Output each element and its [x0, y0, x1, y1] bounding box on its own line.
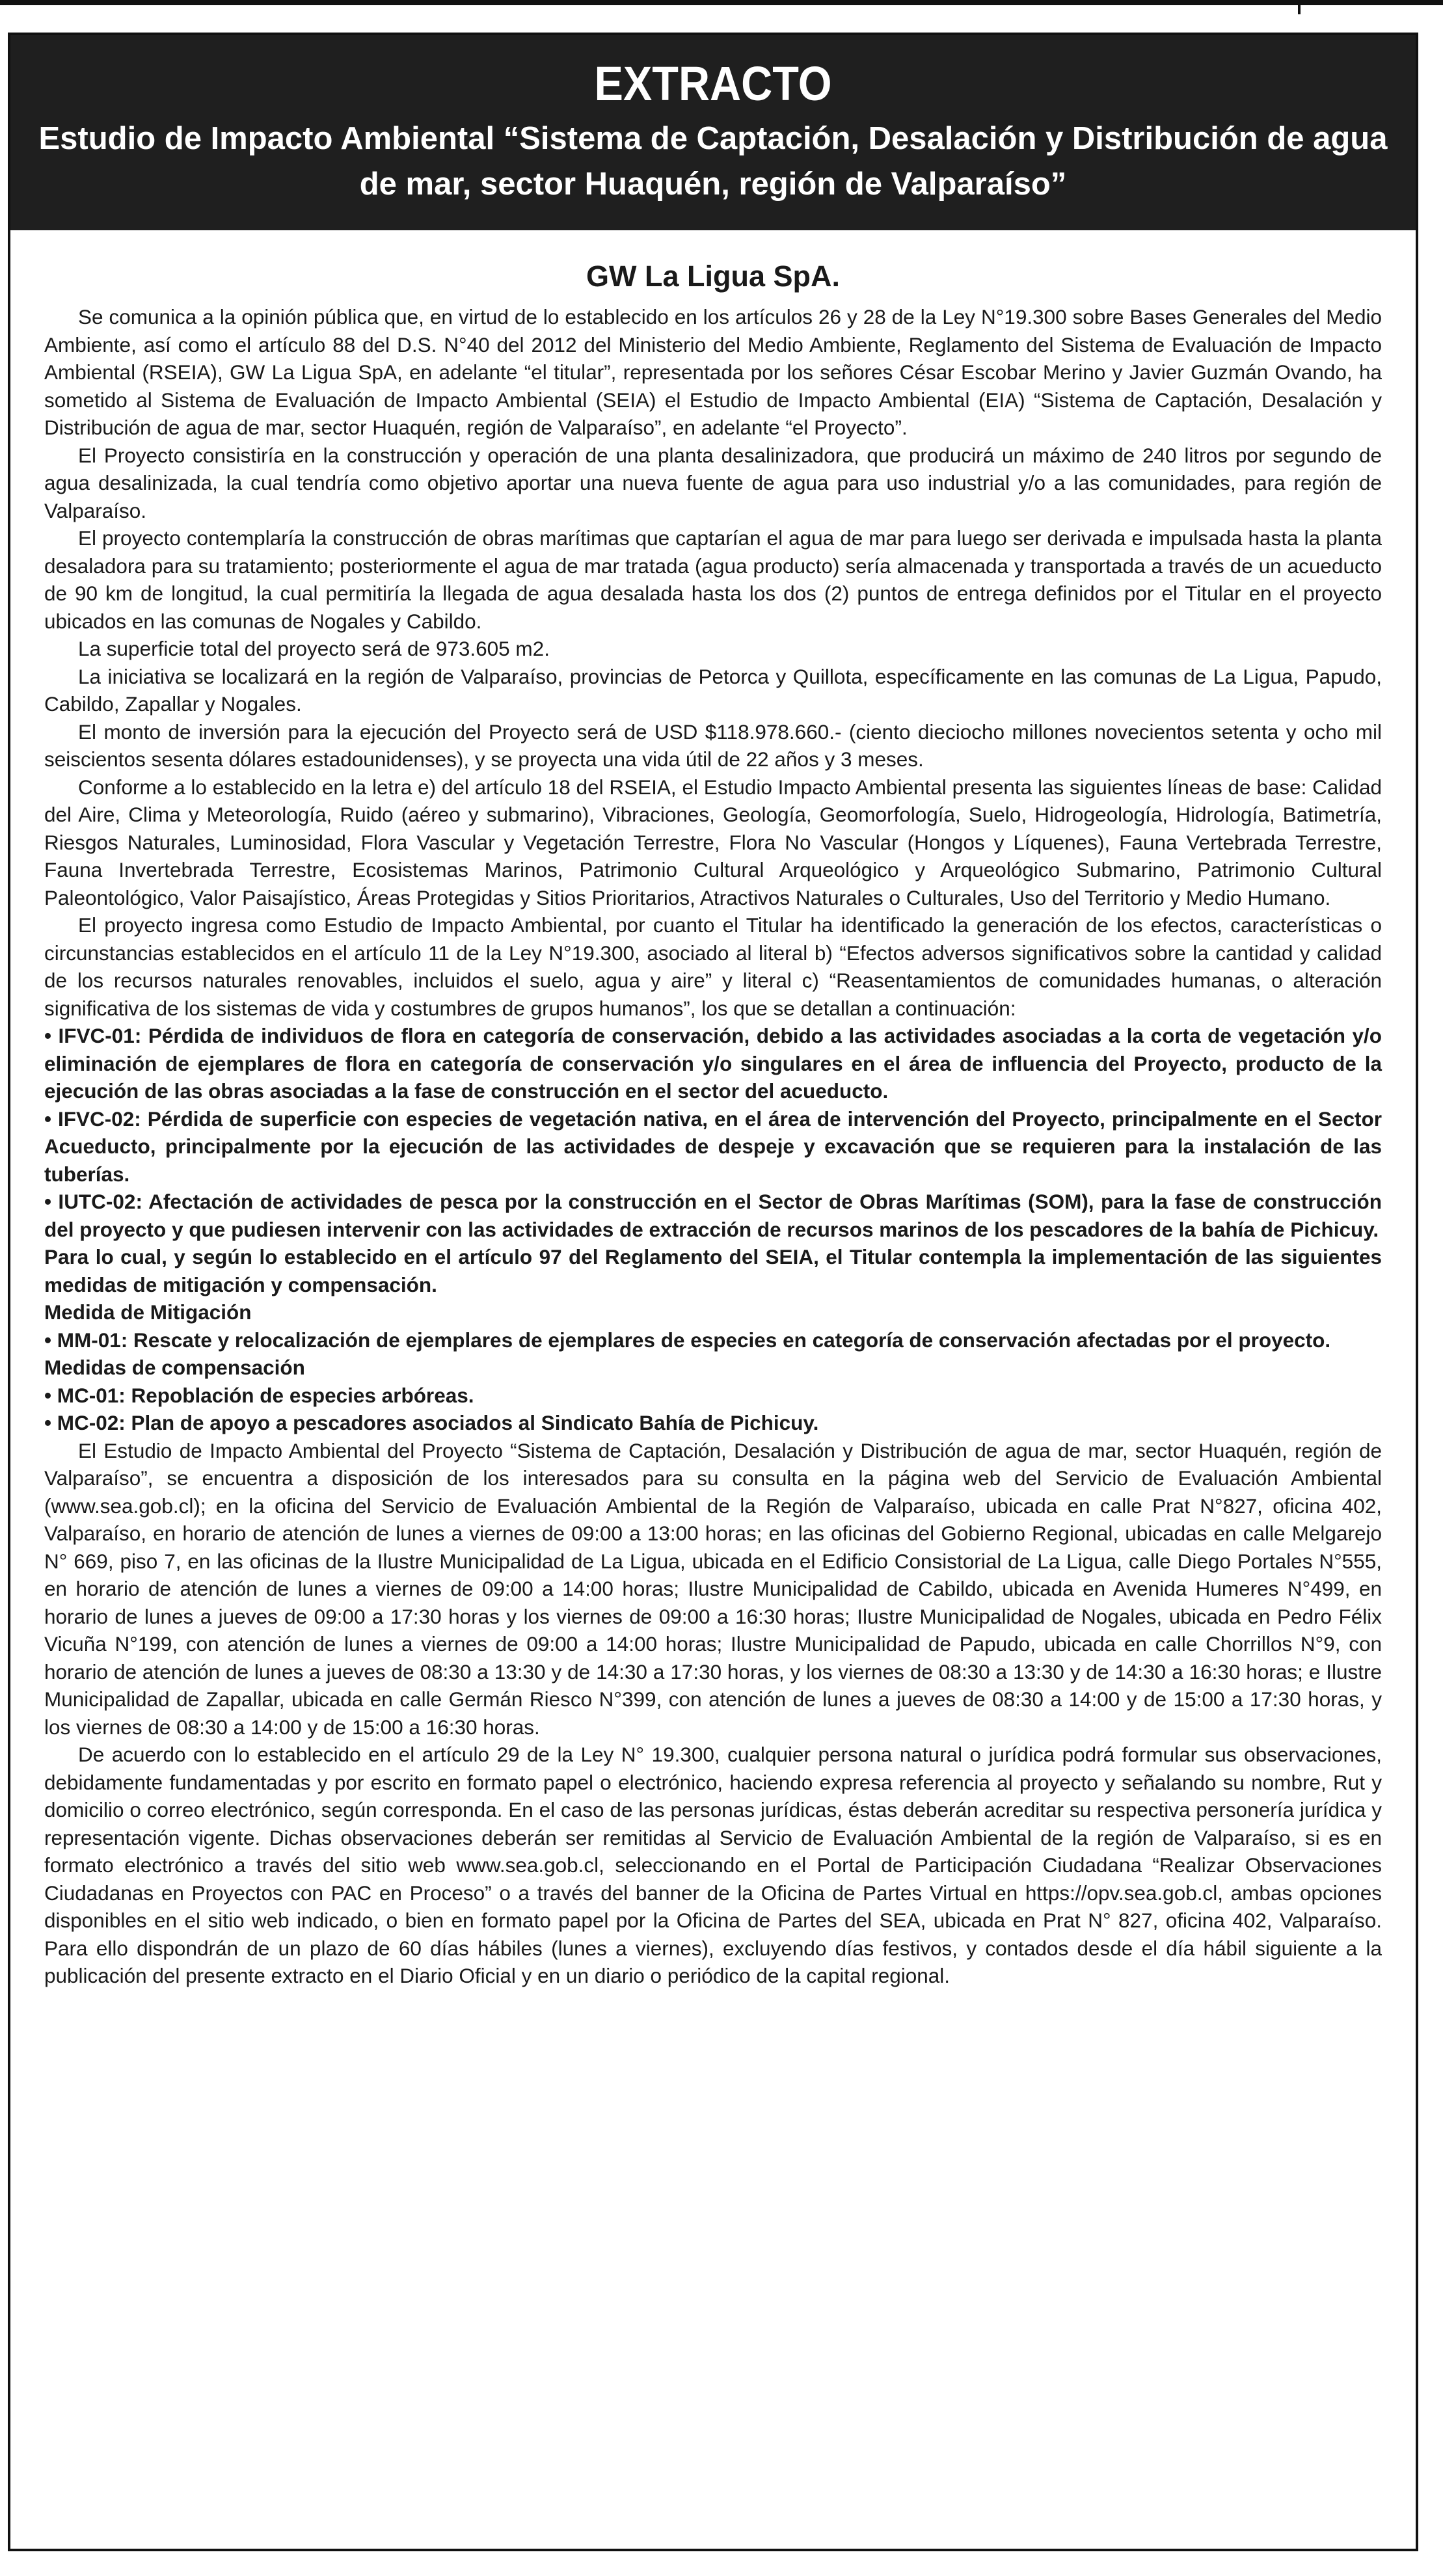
- notice-subtitle: Estudio de Impacto Ambiental “Sistema de Captación, Desalación y Distribución de agua de mar, sector Huaquén, región de Valparaíso”: [38, 121, 1388, 202]
- paragraph: El Estudio de Impacto Ambiental del Proyecto “Sistema de Captación, Desalación y Distribución de agua de mar, sector Huaquén, región de Valparaíso”, se encuentra a disposición de los interesados para su consulta en la página web del Servicio de Evaluación Ambiental (www.sea.gob.cl); en la oficina del Servicio de Evaluación Ambiental de la Región de Valparaíso, ubicada en calle Prat N°827, oficina 402, Valparaíso, en horario de atención de lunes a viernes de 09:00 a 13:00 horas; en las oficinas del Gobierno Regional, ubicadas en calle Melgarejo N° 669, piso 7, en las oficinas de la Ilustre Municipalidad de La Ligua, ubicada en el Edificio Consistorial de La Ligua, calle Diego Portales N°555, en horario de atención de lunes a viernes de 09:00 a 14:00 horas; Ilustre Municipalidad de Cabildo, ubicada en Avenida Humeres N°499, en horario de lunes a jueves de 09:00 a 17:30 horas y los viernes de 09:00 a 16:30 horas; Ilustre Municipalidad de Nogales, ubicada en Pedro Félix Vicuña N°199, con atención de lunes a viernes de 09:00 a 14:00 horas; Ilustre Municipalidad de Papudo, ubicada en calle Chorrillos N°9, con horario de atención de lunes a jueves de 08:30 a 13:30 y de 14:30 a 17:30 horas, y los viernes de 08:30 a 13:30 y de 14:30 a 16:30 horas; e Ilustre Municipalidad de Zapallar, ubicada en calle Germán Riesco N°399, con atención de lunes a jueves de 08:30 a 14:00 y de 15:00 a 17:30 horas, y los viernes de 08:30 a 14:00 y de 15:00 a 16:30 horas.: [44, 1438, 1382, 1739]
- notice-frame: [8, 33, 1418, 2551]
- compensation-item: • MC-02: Plan de apoyo a pescadores asociados al Sindicato Bahía de Pichicuy.: [44, 1411, 819, 1434]
- compensation-item: • MC-01: Repoblación de especies arbóreas.: [44, 1383, 474, 1407]
- paragraph: El monto de inversión para la ejecución del Proyecto será de USD $118.978.660.- (ciento dieciocho millones novecientos setenta y ocho mil seiscientos sesenta dólares estadounidenses), y se proyecta una vida útil de 22 años y 3 meses.: [44, 719, 1382, 771]
- mitigation-item: • MM-01: Rescate y relocalización de ejemplares de ejemplares de especies en categoría de conservación afectadas por el proyecto.: [44, 1328, 1331, 1352]
- paragraph: La superficie total del proyecto será de 973.605 m2.: [78, 637, 550, 660]
- paragraph: Se comunica a la opinión pública que, en virtud de lo establecido en los artículos 26 y 28 de la Ley N°19.300 sobre Bases Generales del Medio Ambiente, así como el artículo 88 del D.S. N°40 del 2012 del Ministerio del Medio Ambiente, Reglamento del Sistema de Evaluación de Impacto Ambiental (RSEIA), GW La Ligua SpA, en adelante “el titular”, representada por los señores César Escobar Merino y Javier Guzmán Ovando, ha sometido al Sistema de Evaluación de Impacto Ambiental (SEIA) el Estudio de Impacto Ambiental (EIA) “Sistema de Captación, Desalación y Distribución de agua de mar, sector Huaquén, región de Valparaíso”, en adelante “el Proyecto”.: [44, 305, 1382, 439]
- mitigation-heading: Medida de Mitigación: [44, 1300, 252, 1324]
- paragraph: El proyecto contemplaría la construcción de obras marítimas que captarían el agua de mar para luego ser derivada e impulsada hasta la planta desaladora para su tratamiento; posteriormente el agua de mar tratada (agua producto) sería almacenada y transportada a través de un acueducto de 90 km de longitud, la cual permitiría la llegada de agua desalada hasta los dos (2) puntos de entrega definidos por el Titular en el proyecto ubicados en las comunas de Nogales y Cabildo.: [44, 526, 1382, 633]
- compensation-heading: Medidas de compensación: [44, 1356, 305, 1379]
- effect-item: • IFVC-01: Pérdida de individuos de flora en categoría de conservación, debido a las actividades asociadas a la corta de vegetación y/o eliminación de ejemplares de flora en categoría de conservación y/o singulares en el área de influencia del Proyecto, producto de la ejecución de las obras asociadas a la fase de construcción en el sector del acueducto.: [44, 1024, 1382, 1103]
- top-rule: [0, 0, 1443, 5]
- paragraph: Conforme a lo establecido en la letra e) del artículo 18 del RSEIA, el Estudio Impacto Ambiental presenta las siguientes líneas de base: Calidad del Aire, Clima y Meteorología, Ruido (aéreo y submarino), Vibraciones, Geología, Geomorfología, Suelo, Hidrogeología, Hidrología, Batimetría, Riesgos Naturales, Luminosidad, Flora Vascular y Vegetación Terrestre, Flora No Vascular (Hongos y Líquenes), Fauna Vertebrada Terrestre, Fauna Invertebrada Terrestre, Ecosistemas Marinos, Patrimonio Cultural Arqueológico y Arqueológico Submarino, Patrimonio Cultural Paleontológico, Valor Paisajístico, Áreas Protegidas y Sitios Prioritarios, Atractivos Naturales o Culturales, Uso del Territorio y Medio Humano.: [44, 775, 1382, 909]
- company-name: GW La Ligua SpA.: [586, 260, 840, 293]
- paragraph: El proyecto ingresa como Estudio de Impacto Ambiental, por cuanto el Titular ha identificado la generación de los efectos, características o circunstancias establecidos en el artículo 11 de la Ley N°19.300, asociado al literal b) “Efectos adversos significativos sobre la cantidad y calidad de los recursos naturales renovables, incluidos el suelo, agua y aire” y literal c) “Reasentamientos de comunidades humanas, o alteración significativa de los sistemas de vida y costumbres de grupos humanos”, los que se detallan a continuación:: [44, 913, 1382, 1020]
- effect-item: • IFVC-02: Pérdida de superficie con especies de vegetación nativa, en el área de intervención del Proyecto, principalmente en el Sector Acueducto, principalmente por la ejecución de las actividades de despeje y excavación que se requieren para la instalación de las tuberías.: [44, 1107, 1382, 1186]
- paragraph: El Proyecto consistiría en la construcción y operación de una planta desalinizadora, que producirá un máximo de 240 litros por segundo de agua desalinizada, la cual tendría como objetivo aportar una nueva fuente de agua para uso industrial y/o a las comunidades, para región de Valparaíso.: [44, 443, 1382, 522]
- title-banner: [10, 35, 1416, 230]
- notice-body: [10, 230, 1416, 1990]
- paragraph: De acuerdo con lo establecido en el artículo 29 de la Ley N° 19.300, cualquier persona natural o jurídica podrá formular sus observaciones, debidamente fundamentadas y por escrito en formato papel o electrónico, haciendo expresa referencia al proyecto y señalando su nombre, Rut y domicilio o correo electrónico, según corresponda. En el caso de las personas jurídicas, éstas deberán acreditar su respectiva personería jurídica y representación vigente. Dichas observaciones deberán ser remitidas al Servicio de Evaluación Ambiental de la región de Valparaíso, si es en formato electrónico a través del sitio web www.sea.gob.cl, seleccionando en el Portal de Participación Ciudadana “Realizar Observaciones Ciudadanas en Proyectos con PAC en Proceso” o a través del banner de la Oficina de Partes Virtual en https://opv.sea.gob.cl, ambas opciones disponibles en el sitio web indicado, o bien en formato papel por la Oficina de Partes del SEA, ubicada en Prat N° 827, oficina 402, Valparaíso. Para ello dispondrán de un plazo de 60 días hábiles (lunes a viernes), excluyendo días festivos, y contados desde el día hábil siguiente a la publicación del presente extracto en el Diario Oficial y en un diario o periódico de la capital regional.: [44, 1743, 1382, 1987]
- measures-intro: Para lo cual, y según lo establecido en el artículo 97 del Reglamento del SEIA, el Titular contempla la implementación de las siguientes medidas de mitigación y compensación.: [44, 1245, 1382, 1296]
- effect-item: • IUTC-02: Afectación de actividades de pesca por la construcción en el Sector de Obras Marítimas (SOM), para la fase de construcción del proyecto y que pudiesen intervenir con las actividades de extracción de recursos marinos de los pescadores de la bahía de Pichicuy.: [44, 1190, 1382, 1241]
- top-rule-tick: [1298, 0, 1301, 14]
- notice-title: EXTRACTO: [594, 57, 832, 111]
- paragraph: La iniciativa se localizará en la región de Valparaíso, provincias de Petorca y Quillota, específicamente en las comunas de La Ligua, Papudo, Cabildo, Zapallar y Nogales.: [44, 664, 1382, 716]
